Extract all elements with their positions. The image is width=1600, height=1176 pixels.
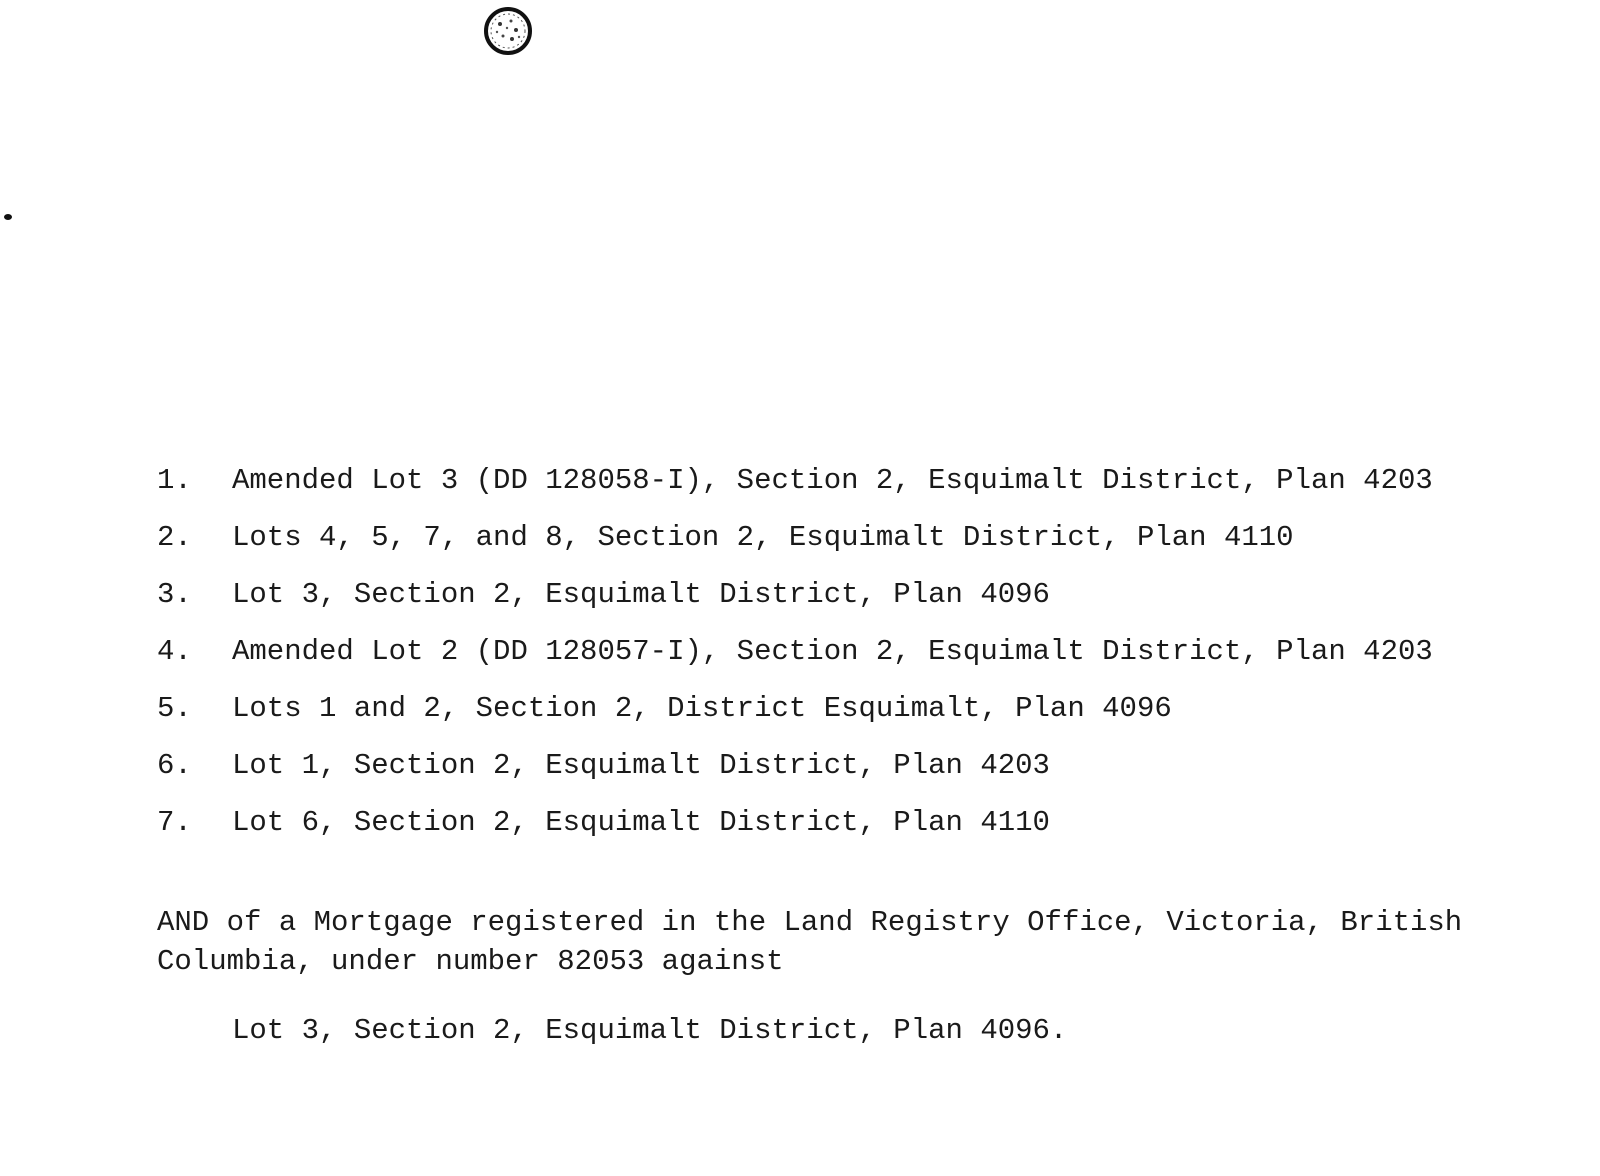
mortgage-property: Lot 3, Section 2, Esquimalt District, Plan 4096.: [232, 1014, 1068, 1047]
list-item: [157, 694, 1577, 751]
item-text: Amended Lot 3 (DD 128058-I), Section 2, Esquimalt District, Plan 4203: [232, 464, 1433, 497]
item-text: Lot 6, Section 2, Esquimalt District, Plan 4110: [232, 806, 1050, 839]
list-item: [157, 751, 1577, 808]
item-number: 5.: [157, 692, 192, 725]
list-item: [157, 580, 1577, 637]
list-item: [157, 808, 1577, 865]
item-text: Lot 3, Section 2, Esquimalt District, Plan 4096: [232, 578, 1050, 611]
item-text: Lots 4, 5, 7, and 8, Section 2, Esquimalt District, Plan 4110: [232, 521, 1294, 554]
item-number: 6.: [157, 749, 192, 782]
item-number: 7.: [157, 806, 192, 839]
property-list: [157, 466, 1577, 865]
list-item: [157, 637, 1577, 694]
item-text: Amended Lot 2 (DD 128057-I), Section 2, Esquimalt District, Plan 4203: [232, 635, 1433, 668]
list-item: [157, 466, 1577, 523]
item-text: Lots 1 and 2, Section 2, District Esquimalt, Plan 4096: [232, 692, 1172, 725]
item-number: 2.: [157, 521, 192, 554]
mortgage-paragraph: AND of a Mortgage registered in the Land Registry Office, Victoria, British Columbia, under number 82053 against: [157, 906, 1463, 978]
round-seal-stamp-icon: [483, 6, 533, 56]
list-item: [157, 523, 1577, 580]
item-number: 1.: [157, 464, 192, 497]
scan-speck: [4, 214, 12, 220]
item-text: Lot 1, Section 2, Esquimalt District, Plan 4203: [232, 749, 1050, 782]
item-number: 3.: [157, 578, 192, 611]
item-number: 4.: [157, 635, 192, 668]
